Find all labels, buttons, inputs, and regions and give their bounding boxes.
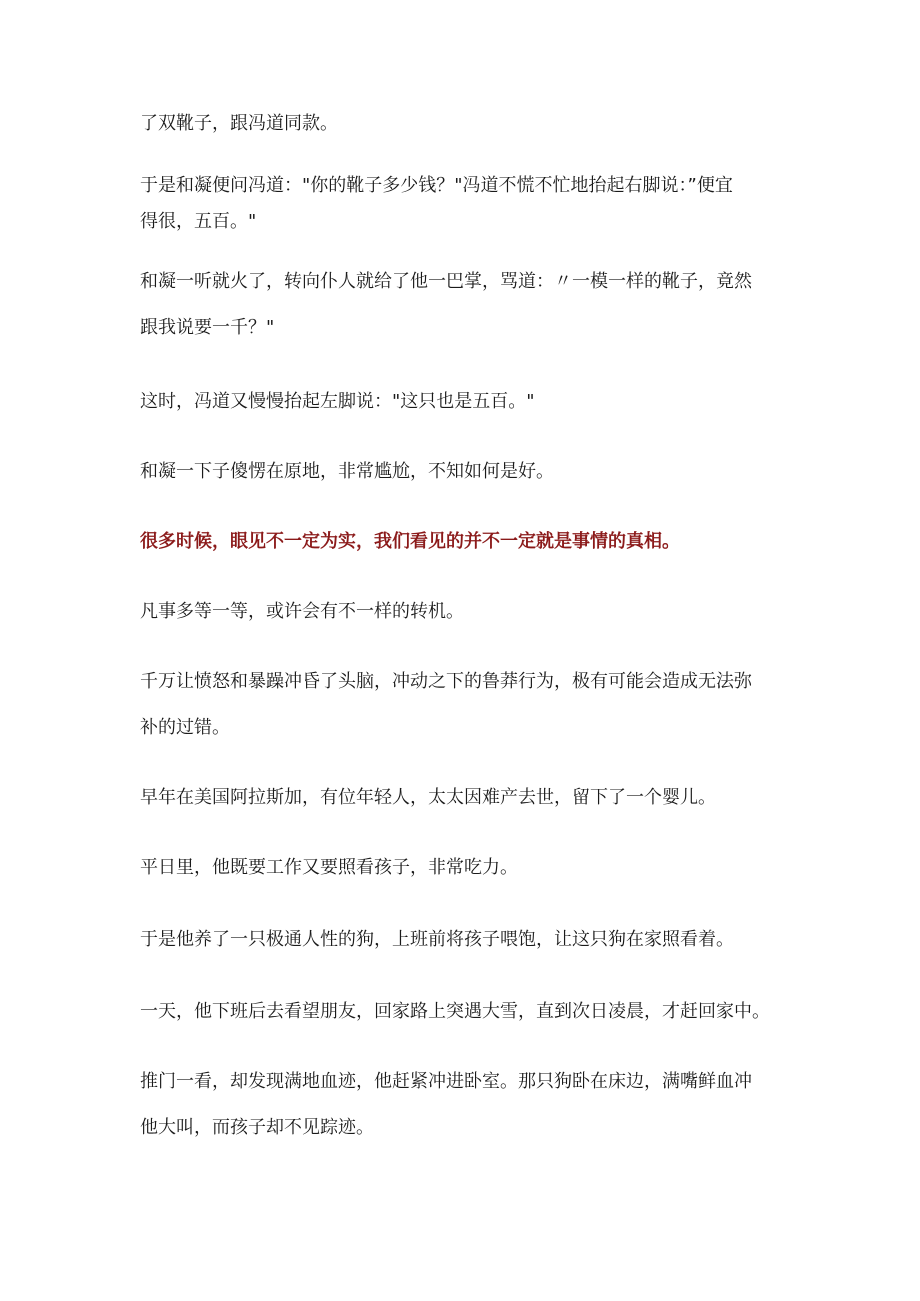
paragraph-line: 早年在美国阿拉斯加，有位年轻人，太太因难产去世，留下了一个婴儿。 (140, 787, 716, 808)
paragraph-line: 补的过错。 (140, 717, 230, 738)
paragraph-line: 一天，他下班后去看望朋友，回家路上突遇大雪，直到次日凌晨，才赶回家中。 (140, 1001, 770, 1022)
emphasis-paragraph (140, 524, 790, 560)
paragraph-line: 他大叫，而孩子却不见踪迹。 (140, 1117, 374, 1138)
paragraph-5 (140, 454, 790, 490)
paragraph-9 (140, 780, 790, 816)
paragraph-line: 推门一看，却发现满地血迹，他赶紧冲进卧室。那只狗卧在床边，满嘴鲜血冲 (140, 1071, 752, 1092)
paragraph-line: 这时，冯道又慢慢抬起左脚说："这只也是五百。" (140, 391, 535, 412)
paragraph-2 (140, 168, 790, 240)
paragraph-4 (140, 384, 790, 420)
paragraph-line: 平日里，他既要工作又要照看孩子，非常吃力。 (140, 857, 518, 878)
paragraph-line: 于是和凝便问冯道："你的靴子多少钱？"冯道不慌不忙地抬起右脚说：”便宜 (140, 175, 733, 196)
paragraph-line: 千万让愤怒和暴躁冲昏了头脑，冲动之下的鲁莽行为，极有可能会造成无法弥 (140, 671, 752, 692)
paragraph-8 (140, 664, 790, 746)
paragraph-line: 和凝一下子傻愣在原地，非常尴尬，不知如何是好。 (140, 461, 554, 482)
paragraph-line: 很多时候，眼见不一定为实，我们看见的并不一定就是事情的真相。 (140, 531, 680, 552)
paragraph-line: 和凝一听就火了，转向仆人就给了他一巴掌，骂道：〃一模一样的靴子，竟然 (140, 271, 752, 292)
paragraph-line: 跟我说要一千？" (140, 317, 275, 338)
paragraph-13 (140, 1064, 790, 1146)
paragraph-line: 凡事多等一等，或许会有不一样的转机。 (140, 601, 464, 622)
paragraph-line: 了双靴子，跟冯道同款。 (140, 113, 338, 134)
paragraph-line: 得很，五百。" (140, 211, 257, 232)
paragraph-11 (140, 922, 790, 958)
paragraph-1 (140, 106, 790, 142)
paragraph-3 (140, 264, 790, 346)
paragraph-10 (140, 850, 790, 886)
paragraph-line: 于是他养了一只极通人性的狗，上班前将孩子喂饱，让这只狗在家照看着。 (140, 929, 734, 950)
paragraph-12 (140, 994, 790, 1030)
paragraph-7 (140, 594, 790, 630)
